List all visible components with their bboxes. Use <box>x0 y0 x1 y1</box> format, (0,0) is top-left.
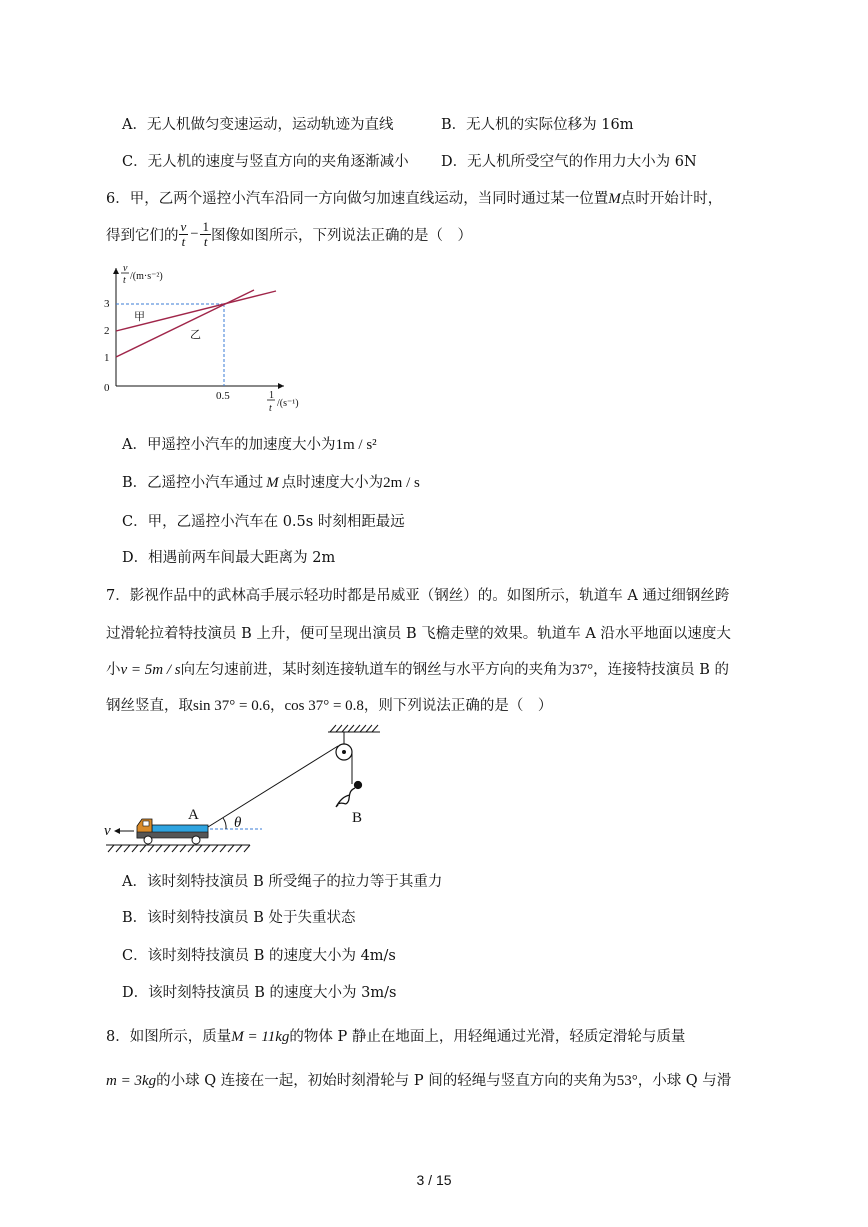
q6-stem-line2: 得到它们的 $\frac{v}{t}$ − $\frac{1}{t}$ 图像如图所示，下列说法正确的是（ ） <box>106 219 472 249</box>
label-a: A <box>188 807 199 823</box>
q7-stem-line1: 7．影视作品中的武林高手展示轻功时都是吊威亚（钢丝）的。如图所示，轨道车 A 通过细钢丝跨 <box>106 588 730 604</box>
q6-vt-graph <box>96 260 316 420</box>
y-tick-0: 0 <box>104 382 110 394</box>
q8-stem-line2: m = 3kg的小球 Q 连接在一起，初始时刻滑轮与 P 间的轻绳与竖直方向的夹角为53°，小球 Q 与滑 <box>106 1073 732 1089</box>
x-tick-05: 0.5 <box>216 390 230 402</box>
ceiling <box>328 725 380 732</box>
q6-option-b-value: 2m / s <box>383 475 420 491</box>
q6-option-c: C．甲，乙遥控小汽车在 0.5s 时刻相距最远 <box>122 514 405 530</box>
q7-velocity: v = 5m / s <box>120 662 181 678</box>
performer-b <box>336 782 362 808</box>
y-tick-1: 1 <box>104 352 110 364</box>
q6-option-a-value: 1m / s² <box>335 437 377 453</box>
y-axis-label-den: t <box>123 275 126 286</box>
q7-figure <box>100 722 400 857</box>
q7-option-b: B．该时刻特技演员 B 处于失重状态 <box>122 910 356 926</box>
x-axis-unit: /(s⁻¹) <box>277 398 299 409</box>
q7-cos: cos 37° = 0.8 <box>284 698 364 714</box>
q6-frac-1-t: $\frac{1}{t}$ <box>202 219 209 249</box>
x-axis-label-num: 1 <box>269 390 274 401</box>
q7-stem-line2: 过滑轮拉着特技演员 B 上升，便可呈现出演员 B 飞檐走壁的效果。轨道车 A 沿水平地面以速度大 <box>106 626 731 642</box>
rope-to-car <box>208 746 338 827</box>
q8-stem-line1: 8．如图所示，质量M = 11kg的物体 P 静止在地面上，用轻绳通过光滑，轻质定滑轮与质量 <box>106 1029 686 1045</box>
q7-option-d: D．该时刻特技演员 B 的速度大小为 3m/s <box>122 985 397 1001</box>
q7-option-c: C．该时刻特技演员 B 的速度大小为 4m/s <box>122 948 396 964</box>
q6-option-a: A．甲遥控小汽车的加速度大小为1m / s² <box>122 437 377 453</box>
label-jia: 甲 <box>134 310 145 323</box>
q5-option-d: D．无人机所受空气的作用力大小为 6N <box>441 154 697 170</box>
line-yi <box>116 290 254 357</box>
y-axis-label-num: v <box>123 263 128 274</box>
label-b: B <box>352 810 363 826</box>
q7-stem-line4: 钢丝竖直，取sin 37° = 0.6，cos 37° = 0.8，则下列说法正确的是（ ） <box>106 698 553 714</box>
ground <box>106 845 250 852</box>
q7-angle: 37° <box>572 662 594 678</box>
x-axis-label-den: t <box>269 403 272 414</box>
page-number: 3 / 15 <box>416 1172 452 1188</box>
q6-var-m: M <box>608 191 621 207</box>
label-theta: θ <box>234 815 242 831</box>
q7-option-a: A．该时刻特技演员 B 所受绳子的拉力等于其重力 <box>122 874 443 890</box>
q6-option-b: B．乙遥控小汽车通过 M 点时速度大小为2m / s <box>122 475 420 491</box>
label-v: v <box>104 823 111 839</box>
q5-option-a: A．无人机做匀变速运动，运动轨迹为直线 <box>122 117 394 133</box>
q6-frac-v-t: $\frac{v}{t}$ <box>180 219 187 249</box>
q5-option-c: C．无人机的速度与竖直方向的夹角逐渐减小 <box>122 154 409 170</box>
q7-sin: sin 37° = 0.6 <box>193 698 270 714</box>
q8-angle: 53° <box>616 1073 638 1089</box>
y-axis-unit: /(m·s⁻²) <box>130 271 163 282</box>
q5-option-b: B．无人机的实际位移为 16m <box>441 117 634 133</box>
y-tick-3: 3 <box>104 298 110 310</box>
q6-stem-line1: 6．甲，乙两个遥控小汽车沿同一方向做匀加速直线运动，当同时通过某一位置M点时开始计时， <box>106 191 723 207</box>
q7-stem-line3: 小v = 5m / s向左匀速前进，某时刻连接轨道车的钢丝与水平方向的夹角为37°，连接特技演员 B 的 <box>106 662 729 678</box>
q8-mass-m-small: m = 3kg <box>106 1073 157 1089</box>
y-tick-2: 2 <box>104 325 110 337</box>
q8-mass-m-big: M = 11kg <box>231 1029 290 1045</box>
label-yi: 乙 <box>190 328 201 341</box>
q6-option-d: D．相遇前两车间最大距离为 2m <box>122 550 336 566</box>
